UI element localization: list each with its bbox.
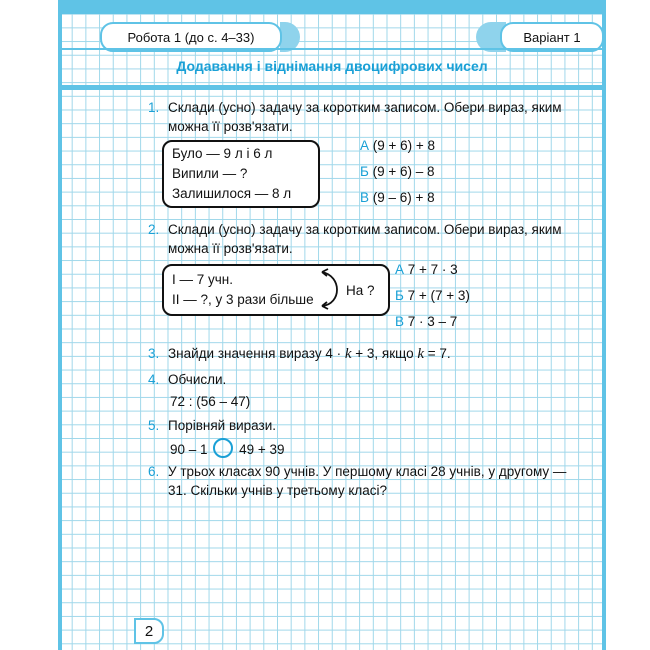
task-3-text-a: Знайди значення виразу 4 · <box>168 346 345 361</box>
compare-circle-blank[interactable] <box>213 438 233 458</box>
task-1-text-line2: можна її розв'язати. <box>168 119 293 134</box>
page-top-band <box>58 0 606 14</box>
task-6-text-line2: 31. Скільки учнів у третьому класі? <box>168 483 388 498</box>
task-2-record-line1: І — 7 учн. <box>172 272 234 287</box>
option-letter: В <box>360 190 370 205</box>
task-2-bracket-label: На ? <box>346 283 375 298</box>
page-border-left <box>58 0 62 650</box>
task-5-text: Порівняй вирази. <box>168 418 277 433</box>
task-3-number: 3. <box>148 346 160 361</box>
task-3-text-c: = 7. <box>424 346 451 361</box>
task-4 <box>148 370 588 389</box>
task-6-number: 6. <box>148 464 160 479</box>
option-letter: В <box>395 314 405 329</box>
task-4-number: 4. <box>148 372 160 387</box>
option-expr: (9 – 6) + 8 <box>372 190 435 205</box>
task-1-option-c[interactable] <box>360 190 435 205</box>
option-expr: (9 + 6) – 8 <box>372 164 435 179</box>
task-2-text-line2: можна її розв'язати. <box>168 241 293 256</box>
task-1-text-line1: Склади (усно) задачу за коротким записом. Обери вираз, яким <box>168 100 562 115</box>
task-1-option-a[interactable] <box>360 138 435 153</box>
task-1-option-b[interactable] <box>360 164 435 179</box>
topic-band <box>58 85 606 90</box>
page-number-text: 2 <box>144 622 154 640</box>
task-2-record-line2: ІІ — ?, у 3 рази більше <box>172 292 314 307</box>
task-6-text-line1: У трьох класах 90 учнів. У першому класі 28 учнів, у другому — <box>168 464 567 479</box>
task-5 <box>148 416 588 435</box>
task-5-left-expr: 90 – 1 <box>170 442 208 457</box>
option-letter: Б <box>395 288 404 303</box>
option-expr: 7 · 3 – 7 <box>407 314 458 329</box>
task-2 <box>148 220 588 258</box>
task-1-number: 1. <box>148 100 160 115</box>
task-5-number: 5. <box>148 418 160 433</box>
task-2-number: 2. <box>148 222 160 237</box>
task-1-short-record <box>162 140 320 208</box>
task-5-comparison <box>170 438 285 458</box>
task-5-right-expr: 49 + 39 <box>239 442 285 457</box>
page-border-right <box>602 0 606 650</box>
option-expr: 7 + (7 + 3) <box>407 288 470 303</box>
task-2-option-b[interactable] <box>395 288 470 303</box>
task-6 <box>148 462 593 500</box>
task-1-record-line2: Випили — ? <box>172 166 248 181</box>
task-1-record-line1: Було — 9 л і 6 л <box>172 146 273 161</box>
task-1 <box>148 98 588 136</box>
option-letter: А <box>395 262 405 277</box>
task-2-option-c[interactable] <box>395 314 457 329</box>
topic-title: Додавання і віднімання двоцифрових чисел <box>176 58 488 74</box>
page-number <box>134 618 164 644</box>
task-4-expression: 72 : (56 – 47) <box>170 394 251 409</box>
task-2-text-line1: Склади (усно) задачу за коротким записом. Обери вираз, яким <box>168 222 562 237</box>
task-1-record-line3: Залишилося — 8 л <box>172 186 292 201</box>
variant-label-text: Варіант 1 <box>523 29 581 45</box>
work-label-text: Робота 1 (до с. 4–33) <box>127 29 255 45</box>
task-3-variable: k <box>344 346 352 362</box>
task-2-option-a[interactable] <box>395 262 458 277</box>
task-3-variable: k <box>417 346 424 362</box>
task-2-comparison-arrow <box>300 268 350 312</box>
option-letter: Б <box>360 164 369 179</box>
header-rule <box>58 48 606 50</box>
option-expr: (9 + 6) + 8 <box>372 138 436 153</box>
task-3 <box>148 344 588 364</box>
task-4-text: Обчисли. <box>168 372 227 387</box>
option-letter: А <box>360 138 370 153</box>
task-3-text-b: + 3, якщо <box>351 346 418 361</box>
option-expr: 7 + 7 · 3 <box>407 262 458 277</box>
